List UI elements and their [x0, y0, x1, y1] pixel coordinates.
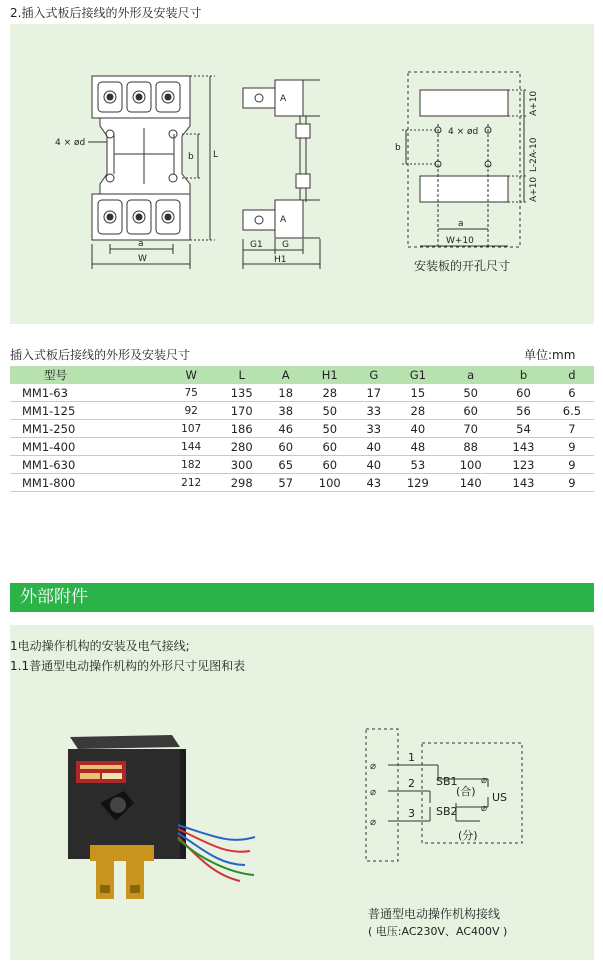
- cell: 212: [167, 474, 215, 492]
- dimension-drawing-panel: [10, 24, 594, 324]
- cell: 143: [497, 438, 550, 456]
- table-row: [10, 420, 594, 438]
- side-dim-G: G: [282, 240, 289, 250]
- cell: 60: [303, 438, 356, 456]
- cell: MM1-125: [10, 402, 167, 420]
- terminal-2-label: 2: [408, 777, 415, 790]
- terminal-3-label: 3: [408, 807, 415, 820]
- cell: 40: [356, 456, 391, 474]
- cell: 46: [268, 420, 303, 438]
- section-heading: 2.插入式板后接线的外形及安装尺寸: [10, 6, 202, 20]
- cell: 9: [550, 474, 594, 492]
- table-title: 插入式板后接线的外形及安装尺寸: [10, 348, 191, 362]
- cell: 92: [167, 402, 215, 420]
- side-dim-A-bottom: A: [280, 215, 287, 225]
- cell: 129: [391, 474, 444, 492]
- cutout-dim-b: b: [395, 143, 401, 153]
- cell: 28: [391, 402, 444, 420]
- front-dim-b: b: [188, 152, 194, 162]
- table-row: [10, 456, 594, 474]
- col-G: G: [356, 366, 391, 384]
- cutout-dim-L2A10: L-2A-10: [529, 137, 539, 172]
- cell: 7: [550, 420, 594, 438]
- table-row: [10, 438, 594, 456]
- cell: 6: [550, 384, 594, 402]
- cell: 88: [444, 438, 497, 456]
- cell: 33: [356, 420, 391, 438]
- cell: 53: [391, 456, 444, 474]
- cutout-dim-W10: W+10: [446, 236, 474, 246]
- table-row: [10, 474, 594, 492]
- terminal-1-label: 1: [408, 751, 415, 764]
- col-model: 型号: [10, 366, 167, 384]
- cell: 60: [497, 384, 550, 402]
- cell: 9: [550, 438, 594, 456]
- cell: 100: [444, 456, 497, 474]
- side-dim-G1: G1: [250, 240, 263, 250]
- cell: MM1-400: [10, 438, 167, 456]
- cell: 6.5: [550, 402, 594, 420]
- svg-text:⌀: ⌀: [370, 817, 377, 828]
- cell: 48: [391, 438, 444, 456]
- col-L: L: [215, 366, 268, 384]
- panel-cutout-drawing: [402, 72, 528, 247]
- front-holes-label: 4 × ød: [55, 138, 86, 148]
- cell: 65: [268, 456, 303, 474]
- cell: 107: [167, 420, 215, 438]
- cutout-holes-label: 4 × ød: [448, 127, 479, 137]
- col-A: A: [268, 366, 303, 384]
- sb2-label: SB2: [436, 805, 458, 818]
- cell: 43: [356, 474, 391, 492]
- svg-text:⌀: ⌀: [481, 775, 488, 786]
- cell: 33: [356, 402, 391, 420]
- table-row: [10, 402, 594, 420]
- svg-text:⌀: ⌀: [370, 787, 377, 798]
- cell: 70: [444, 420, 497, 438]
- side-dim-A-top: A: [280, 94, 287, 104]
- cell: 144: [167, 438, 215, 456]
- cell: 100: [303, 474, 356, 492]
- cell: 60: [268, 438, 303, 456]
- cell: 17: [356, 384, 391, 402]
- cell: 9: [550, 456, 594, 474]
- cell: MM1-250: [10, 420, 167, 438]
- cell: 54: [497, 420, 550, 438]
- table-header-row: [10, 366, 594, 384]
- cell: MM1-630: [10, 456, 167, 474]
- dimension-table: [10, 366, 594, 492]
- cell: 56: [497, 402, 550, 420]
- col-G1: G1: [391, 366, 444, 384]
- cell: 186: [215, 420, 268, 438]
- side-dim-H1: H1: [274, 255, 287, 265]
- unit-label: 单位:mm: [524, 348, 576, 362]
- cell: 60: [303, 456, 356, 474]
- cell: 298: [215, 474, 268, 492]
- cell: 57: [268, 474, 303, 492]
- cell: 135: [215, 384, 268, 402]
- cell: 38: [268, 402, 303, 420]
- sb1-label: SB1: [436, 775, 458, 788]
- cell: MM1-800: [10, 474, 167, 492]
- cell: 143: [497, 474, 550, 492]
- cell: 75: [167, 384, 215, 402]
- cutout-dim-a: a: [458, 219, 464, 229]
- cell: 123: [497, 456, 550, 474]
- col-H1: H1: [303, 366, 356, 384]
- cell: 60: [444, 402, 497, 420]
- cell: 40: [356, 438, 391, 456]
- col-W: W: [167, 366, 215, 384]
- cell: 15: [391, 384, 444, 402]
- us-label: US: [492, 791, 508, 804]
- cell: 50: [303, 402, 356, 420]
- svg-text:⌀: ⌀: [481, 803, 488, 814]
- col-b: b: [497, 366, 550, 384]
- wiring-diagram: [360, 725, 540, 865]
- svg-text:⌀: ⌀: [370, 761, 377, 772]
- dimension-drawings: [10, 24, 594, 324]
- sb2-note: (分): [458, 829, 478, 842]
- front-dim-L: L: [213, 150, 219, 160]
- cell: 28: [303, 384, 356, 402]
- wiring-caption-voltage: ( 电压:AC230V、AC400V ): [368, 925, 508, 938]
- cell: 50: [444, 384, 497, 402]
- cell: 182: [167, 456, 215, 474]
- accessories-line-2: 1.1普通型电动操作机构的外形尺寸见图和表: [10, 659, 246, 673]
- cell: 140: [444, 474, 497, 492]
- sb1-note: (合): [456, 785, 476, 798]
- col-d: d: [550, 366, 594, 384]
- front-dim-a: a: [138, 239, 144, 249]
- accessories-line-1: 1电动操作机构的安装及电气接线;: [10, 639, 190, 653]
- cell: 40: [391, 420, 444, 438]
- cell: 280: [215, 438, 268, 456]
- cell: 170: [215, 402, 268, 420]
- col-a: a: [444, 366, 497, 384]
- motor-operator-photo: [40, 725, 270, 925]
- table-row: [10, 384, 594, 402]
- cell: 300: [215, 456, 268, 474]
- cell: MM1-63: [10, 384, 167, 402]
- cell: 50: [303, 420, 356, 438]
- cutout-dim-A10-bottom: A+10: [529, 176, 539, 202]
- cell: 18: [268, 384, 303, 402]
- cutout-caption: 安装板的开孔尺寸: [414, 259, 511, 273]
- section-banner: 外部附件: [10, 583, 594, 612]
- front-view-drawing: [88, 76, 215, 269]
- wiring-caption-title: 普通型电动操作机构接线: [368, 907, 501, 921]
- cutout-dim-A10-top: A+10: [529, 90, 539, 116]
- accessories-panel: [10, 625, 594, 960]
- front-dim-W: W: [138, 254, 147, 264]
